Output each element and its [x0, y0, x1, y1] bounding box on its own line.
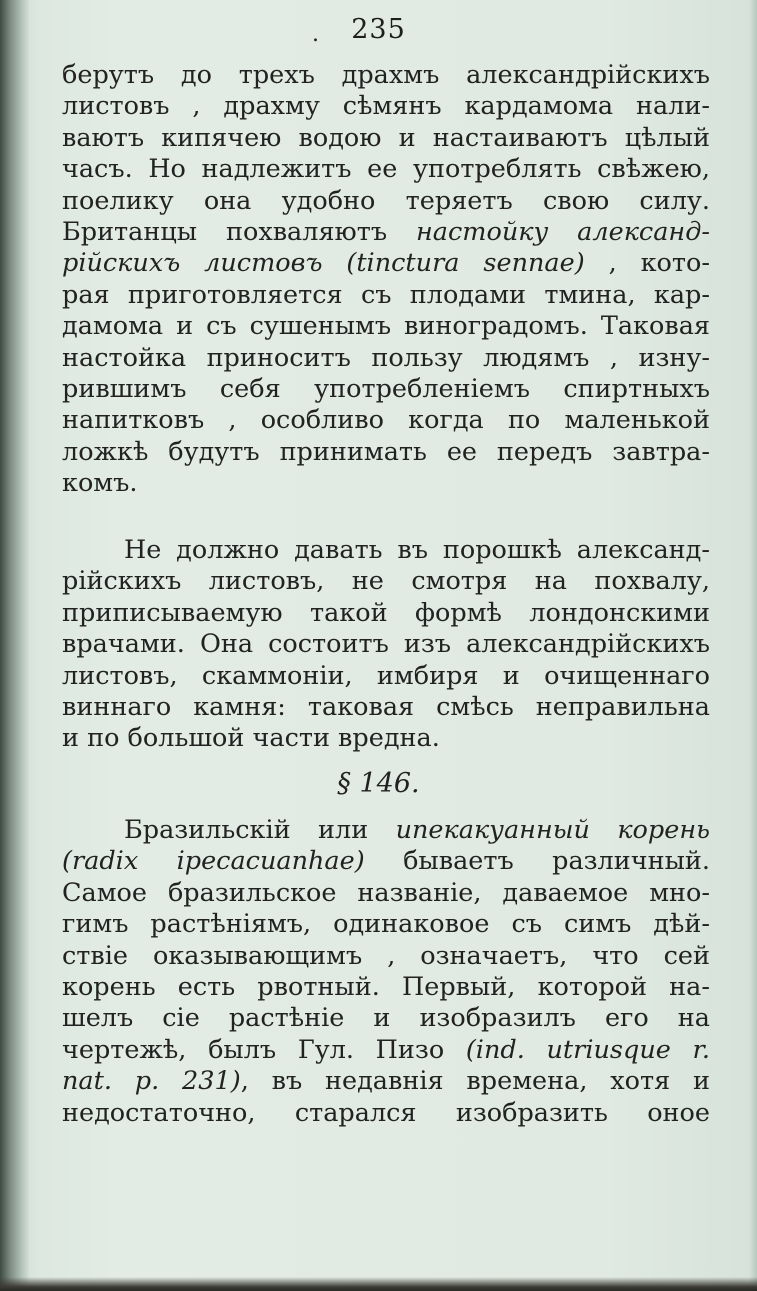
- body-text: поелику она удобно теряетъ свою силу.: [62, 185, 710, 216]
- text-line: [62, 941, 710, 972]
- body-text: листовъ , драхму сѣмянъ кардамома нали-: [62, 91, 710, 122]
- body-text: настойка приноситъ пользу людямъ , изну-: [62, 342, 710, 373]
- italic-text: настойку александ-: [416, 216, 710, 247]
- body-text: , въ недавнiя времена, хотя и: [240, 1066, 710, 1097]
- body-text: приписываемую такой формѣ лондонскими: [62, 597, 710, 628]
- page-right-edge: [749, 0, 757, 1291]
- text-line: [62, 1098, 710, 1129]
- text-line: [62, 629, 710, 660]
- text-line: [62, 343, 710, 374]
- text-line: [62, 154, 710, 185]
- text-line: [62, 311, 710, 342]
- text-line: [62, 248, 710, 279]
- body-text: ложкѣ будутъ принимать ее передъ завтра-: [62, 436, 710, 467]
- body-text: Самое бразильское названiе, даваемое мно-: [62, 877, 710, 908]
- body-text: , кото-: [584, 248, 710, 279]
- text-line: [62, 217, 710, 248]
- italic-text: рiйскихъ листовъ (tinctura sennae): [62, 248, 585, 279]
- body-text: рившимъ себя употребленiемъ спиртныхъ: [62, 373, 710, 404]
- text-line: [62, 91, 710, 122]
- italic-text: ипекакуанный корень: [395, 815, 711, 845]
- text-line: [62, 723, 710, 754]
- body-text: часъ. Но надлежитъ ее употреблять свѣжею,: [62, 154, 710, 185]
- page-number: 235: [351, 14, 406, 45]
- body-text: шелъ сiе растѣнiе и изобразилъ его на: [62, 1003, 710, 1034]
- body-text: дамома и съ сушенымъ виноградомъ. Таковая: [62, 311, 710, 342]
- text-line: [62, 972, 710, 1003]
- text-line: [62, 405, 710, 436]
- text-line: [62, 374, 710, 405]
- text-line: [62, 123, 710, 154]
- section-heading: § 146.: [337, 768, 420, 799]
- body-text: берутъ до трехъ драхмъ александрiйскихъ: [62, 60, 710, 90]
- italic-text: nat. p. 231): [62, 1066, 241, 1097]
- text-line: [62, 846, 710, 877]
- text-line: [62, 661, 710, 692]
- body-text: Не должно давать въ порошкѣ александ-: [124, 535, 710, 565]
- body-text: виннаго камня: таковая смѣсь неправильна: [62, 691, 710, 722]
- body-text: корень есть рвотный. Первый, которой на-: [62, 971, 710, 1002]
- header-dot: .: [312, 22, 319, 47]
- text-line: [62, 1066, 710, 1097]
- body-text: рая приготовляется съ плодами тмина, кар-: [62, 279, 710, 310]
- text-line: [62, 878, 710, 909]
- italic-text: (radix ipecacuanhae): [62, 846, 365, 877]
- body-text: ваютъ кипячею водою и настаиваютъ цѣлый: [62, 122, 710, 153]
- italic-text: (ind. utriusque r.: [465, 1034, 710, 1065]
- paragraph-1: [62, 60, 710, 499]
- body-text: гимъ растѣнiямъ, одинаковое съ симъ дѣй-: [62, 909, 710, 940]
- body-text: врачами. Она состоитъ изъ александрiйскихъ: [62, 629, 710, 660]
- body-text: Бразильскiй или: [124, 815, 396, 845]
- paragraph-3: [62, 815, 710, 1129]
- text-line: [62, 280, 710, 311]
- body-text: и по большой части вредна.: [62, 723, 440, 754]
- body-text: напитковъ , особливо когда по маленькой: [62, 405, 710, 436]
- text-line: [62, 1035, 710, 1066]
- text-line: [62, 186, 710, 217]
- body-text: бываетъ различный.: [364, 846, 710, 877]
- text-line: [62, 60, 710, 91]
- page-gutter-shadow: [0, 0, 30, 1291]
- body-text: листовъ, скаммонiи, имбиря и очищеннаго: [62, 660, 710, 691]
- text-line: [62, 535, 710, 566]
- page-bottom-edge: [0, 1277, 757, 1291]
- text-line: [62, 598, 710, 629]
- text-line: [62, 566, 710, 597]
- body-text: недостаточно, старался изобразить оное: [62, 1097, 710, 1128]
- text-line: [62, 437, 710, 468]
- body-text: ствiе оказывающимъ , означаетъ, что сей: [62, 940, 710, 971]
- paragraph-2: [62, 535, 710, 755]
- text-line: [62, 1003, 710, 1034]
- body-text: Британцы похваляютъ: [62, 216, 416, 247]
- text-line: [62, 909, 710, 940]
- body-text: чертежѣ, былъ Гул. Пизо: [62, 1034, 466, 1065]
- body-text: рiйскихъ листовъ, не смотря на похвалу,: [62, 566, 710, 597]
- text-line: [62, 692, 710, 723]
- text-line: [62, 815, 710, 846]
- text-line: [62, 468, 710, 499]
- body-text: комъ.: [62, 468, 138, 499]
